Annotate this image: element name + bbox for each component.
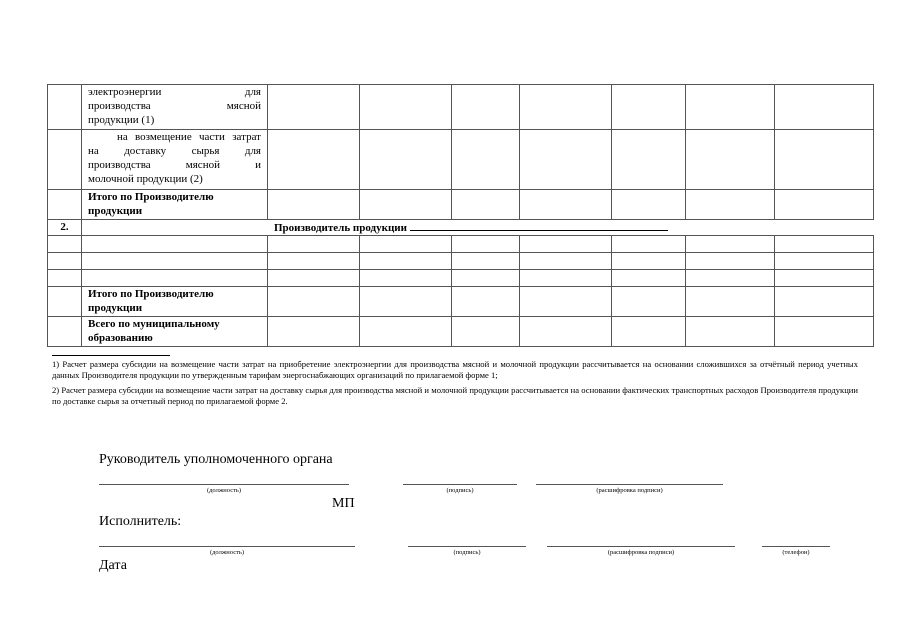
decoding-line[interactable]	[536, 484, 723, 485]
decoding-line-2[interactable]	[547, 546, 735, 547]
value-cell[interactable]	[686, 236, 775, 253]
phone-line[interactable]	[762, 546, 830, 547]
value-cell[interactable]	[775, 85, 874, 130]
position-caption: (должность)	[206, 487, 242, 494]
position-line-2[interactable]	[99, 546, 355, 547]
value-cell[interactable]	[268, 270, 360, 287]
value-cell[interactable]	[775, 317, 874, 347]
footnote-2: 2) Расчет размера субсидии на возмещение части затрат на доставку сырья для производства мясной и молочной продукции рассчитывается на основании фактических транспортных расходов Производителя продукции по доставке сырья за отчетный период по прилагаемой форме 2.	[52, 385, 858, 406]
value-cell[interactable]	[452, 317, 520, 347]
value-cell[interactable]	[360, 317, 452, 347]
phone-caption: (телефон)	[782, 549, 810, 556]
desc-line: производства мясной	[88, 100, 261, 112]
value-cell[interactable]	[686, 270, 775, 287]
row-number-cell	[48, 270, 82, 287]
value-cell[interactable]	[612, 130, 686, 190]
value-cell[interactable]	[775, 236, 874, 253]
row-number-cell	[48, 236, 82, 253]
value-cell[interactable]	[268, 287, 360, 317]
desc-line: продукции (1)	[88, 114, 155, 126]
value-cell[interactable]	[520, 253, 612, 270]
value-cell[interactable]	[775, 253, 874, 270]
value-cell[interactable]	[360, 270, 452, 287]
table-row-empty	[48, 253, 874, 270]
value-cell[interactable]	[360, 236, 452, 253]
value-cell[interactable]	[360, 253, 452, 270]
value-cell[interactable]	[686, 287, 775, 317]
value-cell[interactable]	[612, 236, 686, 253]
value-cell[interactable]	[612, 287, 686, 317]
value-cell[interactable]	[520, 270, 612, 287]
desc-line: на возмещение части затрат	[88, 131, 261, 143]
value-cell[interactable]	[268, 253, 360, 270]
desc-line: на доставку сырья для	[88, 145, 261, 157]
value-cell[interactable]	[520, 85, 612, 130]
table-row-producer-total	[48, 190, 874, 220]
value-cell[interactable]	[520, 190, 612, 220]
desc-line: производства мясной и	[88, 159, 261, 171]
row-description-cell	[82, 85, 268, 130]
value-cell[interactable]	[686, 317, 775, 347]
table-row-producer-header	[48, 220, 874, 236]
date-label: Дата	[99, 558, 127, 573]
position-caption-2: (должность)	[209, 549, 245, 556]
value-cell[interactable]	[612, 270, 686, 287]
value-cell[interactable]	[268, 130, 360, 190]
value-cell[interactable]	[520, 317, 612, 347]
value-cell[interactable]	[775, 270, 874, 287]
signature-caption: (подпись)	[446, 487, 474, 494]
desc-line: молочной продукции (2)	[88, 173, 203, 185]
value-cell[interactable]	[360, 130, 452, 190]
value-cell[interactable]	[360, 190, 452, 220]
table-row-delivery	[48, 130, 874, 190]
table-row-electricity	[48, 85, 874, 130]
value-cell[interactable]	[452, 85, 520, 130]
decoding-caption: (расшифровка подписи)	[596, 487, 663, 494]
value-cell[interactable]	[520, 287, 612, 317]
value-cell[interactable]	[452, 190, 520, 220]
table-row-municipal-total	[48, 317, 874, 347]
stamp-mark: МП	[332, 496, 355, 511]
value-cell[interactable]	[452, 253, 520, 270]
row-number-cell	[48, 190, 82, 220]
row-number-cell	[48, 287, 82, 317]
value-cell[interactable]	[612, 253, 686, 270]
value-cell[interactable]	[268, 85, 360, 130]
value-cell[interactable]	[686, 190, 775, 220]
signature-caption-2: (подпись)	[453, 549, 481, 556]
value-cell[interactable]	[268, 190, 360, 220]
value-cell[interactable]	[360, 287, 452, 317]
value-cell[interactable]	[452, 287, 520, 317]
value-cell[interactable]	[612, 317, 686, 347]
value-cell[interactable]	[612, 85, 686, 130]
value-cell[interactable]	[612, 190, 686, 220]
table-row-empty	[48, 270, 874, 287]
row-number-cell	[48, 85, 82, 130]
row-number-cell	[48, 317, 82, 347]
value-cell[interactable]	[452, 130, 520, 190]
value-cell[interactable]	[520, 130, 612, 190]
row-number-cell: 2.	[48, 220, 82, 236]
value-cell[interactable]	[686, 253, 775, 270]
value-cell[interactable]	[268, 236, 360, 253]
row-description-cell: Всего по муниципальному образованию	[82, 317, 268, 347]
value-cell[interactable]	[775, 287, 874, 317]
signature-line-2[interactable]	[408, 546, 526, 547]
desc-line: электроэнергии для	[88, 86, 261, 98]
value-cell[interactable]	[775, 130, 874, 190]
value-cell[interactable]	[520, 236, 612, 253]
subsidy-table	[47, 84, 874, 347]
table-row-empty	[48, 236, 874, 253]
row-description-cell	[82, 130, 268, 190]
row-description-cell[interactable]	[82, 236, 268, 253]
decoding-caption-2: (расшифровка подписи)	[607, 549, 675, 556]
signature-line[interactable]	[403, 484, 517, 485]
footnote-1: 1) Расчет размера субсидии на возмещение части затрат на приобретение электроэнергии для производства мясной и молочной продукции рассчитывается на основании сложившихся за отчётный период учетных данных Производителя продукции по утвержденным тарифам энергоснабжающих организаций по прилагаемой форме 1;	[52, 359, 858, 380]
producer-name-blank[interactable]	[410, 220, 668, 231]
position-line[interactable]	[99, 484, 349, 485]
producer-header-cell	[82, 220, 874, 236]
row-description-cell[interactable]	[82, 270, 268, 287]
value-cell[interactable]	[360, 85, 452, 130]
value-cell[interactable]	[686, 85, 775, 130]
value-cell[interactable]	[686, 130, 775, 190]
head-label: Руководитель уполномоченного органа	[99, 452, 333, 467]
producer-label: Производитель продукции	[274, 222, 407, 234]
value-cell[interactable]	[452, 236, 520, 253]
value-cell[interactable]	[452, 270, 520, 287]
table-row-producer-total	[48, 287, 874, 317]
row-number-cell	[48, 253, 82, 270]
executor-label: Исполнитель:	[99, 514, 182, 529]
row-description-cell: Итого по Производителю продукции	[82, 190, 268, 220]
row-description-cell[interactable]	[82, 253, 268, 270]
value-cell[interactable]	[268, 317, 360, 347]
footnote-separator	[52, 355, 170, 356]
value-cell[interactable]	[775, 190, 874, 220]
row-description-cell: Итого по Производителю продукции	[82, 287, 268, 317]
row-number-cell	[48, 130, 82, 190]
